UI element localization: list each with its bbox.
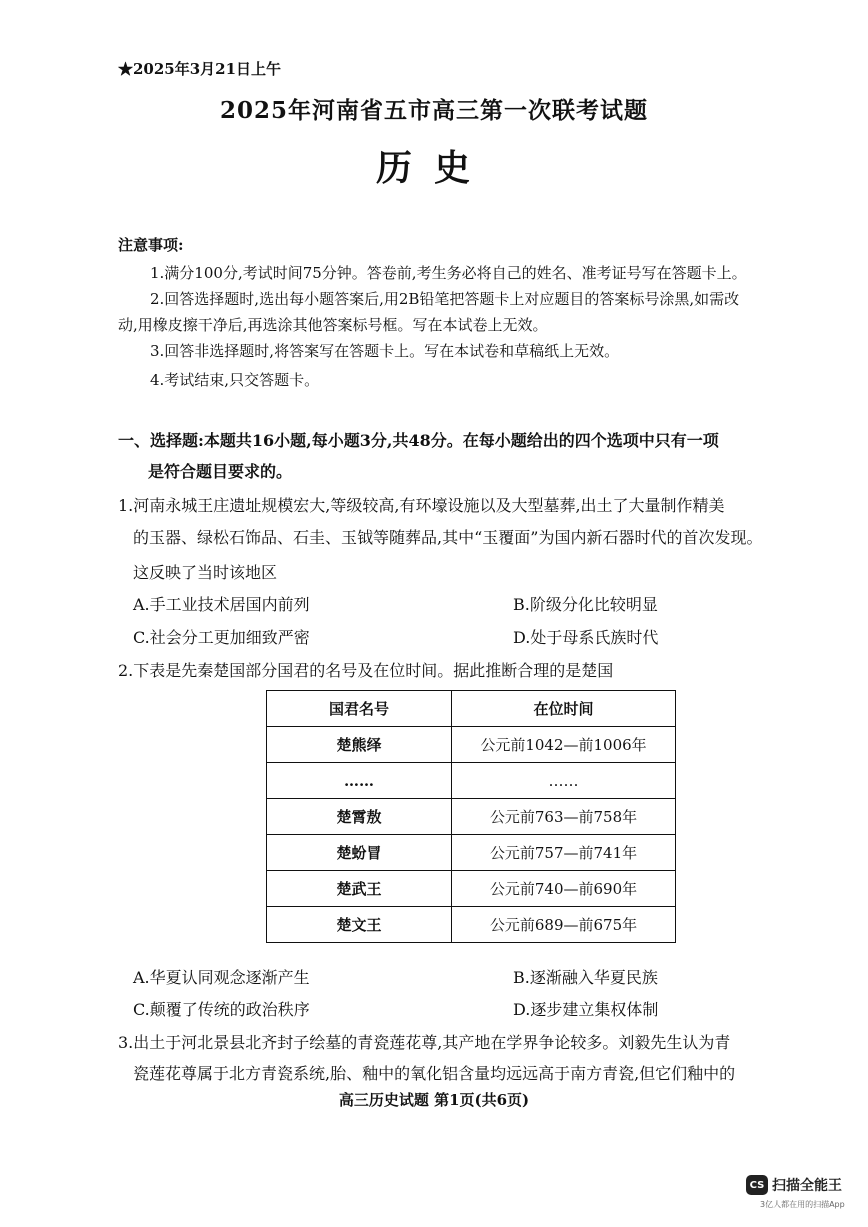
section-heading: 一、选择题:本题共16小题,每小题3分,共48分。在每小题给出的四个选项中只有一项 <box>118 431 719 450</box>
table-row <box>267 871 676 907</box>
table-row <box>267 763 676 799</box>
ruler-name: 楚蚡冒 <box>267 835 452 871</box>
reign-period: 公元前757—前741年 <box>452 835 676 871</box>
reign-period: 公元前1042—前1006年 <box>452 727 676 763</box>
camscanner-logo-icon: CS <box>746 1175 768 1195</box>
table-row <box>267 907 676 943</box>
table-row <box>267 799 676 835</box>
reign-period: 公元前763—前758年 <box>452 799 676 835</box>
q1-stem: 1.河南永城王庄遗址规模宏大,等级较高,有环壕设施以及大型墓葬,出土了大量制作精美 <box>118 496 725 515</box>
table-row <box>267 727 676 763</box>
reign-period: 公元前689—前675年 <box>452 907 676 943</box>
q2-option-c: C.颠覆了传统的政治秩序 <box>133 1000 310 1019</box>
exam-date: ★2025年3月21日上午 <box>118 60 282 78</box>
reign-table <box>266 690 676 943</box>
ruler-name: 楚霄敖 <box>267 799 452 835</box>
exam-title: 2025年河南省五市高三第一次联考试题 <box>219 97 648 124</box>
ruler-name: 楚文王 <box>267 907 452 943</box>
q2-option-b: B.逐渐融入华夏民族 <box>513 968 658 987</box>
notice-item: 4.考试结束,只交答题卡。 <box>150 371 320 389</box>
q1-stem: 的玉器、绿松石饰品、石圭、玉钺等随葬品,其中“玉覆面”为国内新石器时代的首次发现。 <box>133 528 763 547</box>
watermark-tagline: 3亿人都在用的扫描App <box>760 1200 845 1209</box>
q1-option-c: C.社会分工更加细致严密 <box>133 628 310 647</box>
ruler-name: …… <box>267 763 452 799</box>
watermark-name: 扫描全能王 <box>772 1178 842 1194</box>
q1-option-d: D.处于母系氏族时代 <box>513 628 659 647</box>
section-heading-cont: 是符合题目要求的。 <box>148 462 293 481</box>
q3-stem: 3.出土于河北景县北齐封子绘墓的青瓷莲花尊,其产地在学界争论较多。刘毅先生认为青 <box>118 1033 731 1052</box>
notice-item: 1.满分100分,考试时间75分钟。答卷前,考生务必将自己的姓名、准考证号写在答题卡上。 <box>150 264 747 282</box>
notice-item: 动,用橡皮擦干净后,再选涂其他答案标号框。写在本试卷上无效。 <box>118 316 548 334</box>
ruler-name: 楚熊绎 <box>267 727 452 763</box>
subject-title: 历史 <box>375 147 492 189</box>
notice-item: 2.回答选择题时,选出每小题答案后,用2B铅笔把答题卡上对应题目的答案标号涂黑,如需改 <box>150 290 740 308</box>
q3-stem: 瓷莲花尊属于北方青瓷系统,胎、釉中的氧化铝含量均远远高于南方青瓷,但它们釉中的 <box>133 1064 736 1083</box>
reign-period: 公元前740—前690年 <box>452 871 676 907</box>
q2-option-d: D.逐步建立集权体制 <box>513 1000 659 1019</box>
notice-heading: 注意事项: <box>118 236 184 254</box>
notice-item: 3.回答非选择题时,将答案写在答题卡上。写在本试卷和草稿纸上无效。 <box>150 342 620 360</box>
table-header: 国君名号 <box>267 691 452 727</box>
q2-stem: 2.下表是先秦楚国部分国君的名号及在位时间。据此推断合理的是楚国 <box>118 661 614 680</box>
table-row <box>267 835 676 871</box>
table-header-row <box>267 691 676 727</box>
ruler-name: 楚武王 <box>267 871 452 907</box>
table-header: 在位时间 <box>452 691 676 727</box>
q1-option-b: B.阶级分化比较明显 <box>513 595 658 614</box>
scanner-watermark <box>746 1175 842 1195</box>
page-footer: 高三历史试题 第1页(共6页) <box>338 1091 530 1109</box>
q1-stem: 这反映了当时该地区 <box>133 563 278 582</box>
reign-period: …… <box>452 763 676 799</box>
q2-option-a: A.华夏认同观念逐渐产生 <box>133 968 310 987</box>
q1-option-a: A.手工业技术居国内前列 <box>133 595 310 614</box>
